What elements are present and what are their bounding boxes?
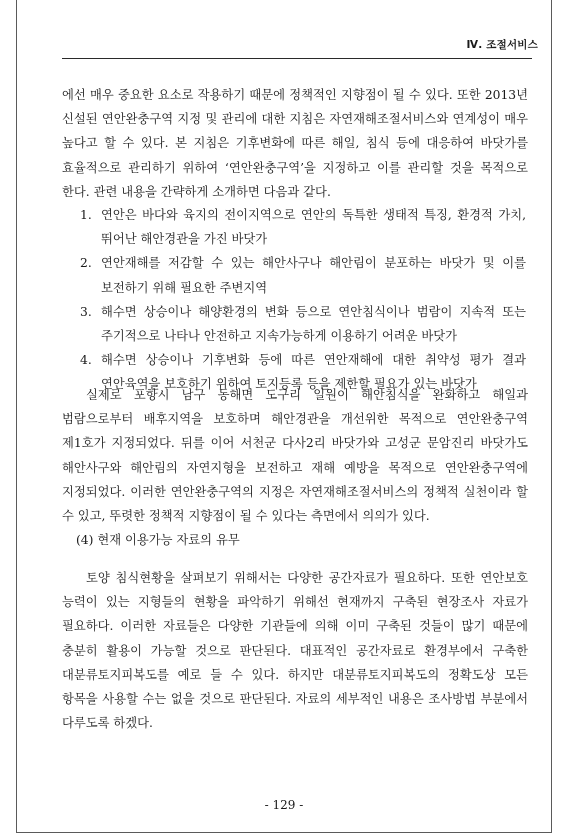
running-header: Ⅳ. 조절서비스: [466, 39, 538, 51]
list-item-number: 3.: [80, 304, 92, 319]
list-item-text: 해수면 상승이나 해양환경의 변화 등으로 연안침식이나 범람이 지속적 또는 주기적으로 나타나 안전하고 지속가능하게 이용하기 어려운 바닷가: [101, 304, 526, 344]
list-item-number: 2.: [80, 256, 92, 271]
designation-criteria-list: [80, 203, 526, 397]
header-rule: [62, 58, 532, 59]
section-subheading: (4) 현재 이용가능 자료의 유무: [76, 533, 240, 547]
list-item: [80, 251, 526, 299]
paragraph-intro: 에선 매우 중요한 요소로 작용하기 때문에 정책적인 지향점이 될 수 있다. 또한 2013년 신설된 연안완충구역 지정 및 관리에 대한 지침은 자연재해조절서비스와 연계성이 매우 높다고 할 수 있다. 본 지침은 기후변화에 따른 해일, 침식 등에 대응하여 바닷가를 효율적으로 관리하기 위하여 ‘연안완충구역’을 지정하고 이를 관리할 것을 목적으로 한다. 관련 내용을 간략하게 소개하면 다음과 같다.: [62, 88, 528, 199]
list-item-text: 연안재해를 저감할 수 있는 해안사구나 해안림이 분포하는 바닷가 및 이를 보전하기 위해 필요한 주변지역: [101, 256, 526, 295]
page-number: - 129 -: [264, 798, 304, 812]
list-item-text: 연안은 바다와 육지의 전이지역으로 연안의 독특한 생태적 특징, 환경적 가치, 뛰어난 해안경관을 가진 바닷가: [101, 208, 526, 247]
list-item-text: 해수면 상승이나 기후변화 등에 따른 연안재해에 대한 취약성 평가 결과 연안육역을 보호하기 위하여 토지등록 등을 제한할 필요가 있는 바닷가: [101, 353, 526, 392]
list-item-number: 1.: [80, 208, 92, 222]
list-item: [80, 300, 526, 348]
list-item-number: 4.: [80, 353, 92, 368]
list-item: [80, 203, 526, 251]
paragraph-examples: 실제로 포항시 남구 동해면 도구리 일원이 해안침식을 완화하고 해일과 범람으로부터 배후지역을 보호하며 해안경관을 개선위한 목적으로 연안완충구역 제1호가 지정되었다. 뒤를 이어 서천군 다사2리 바닷가와 고성군 문암진리 바닷가도 해안사구와 해안림의 자연지형을 보전하고 재해 예방을 목적으로 연안완충구역에 지정되었다. 이러한 연안완충구역의 지정은 자연재해조절서비스의 정책적 실천이라 할 수 있고, 뚜렷한 정책적 지향점이 될 수 있다는 측면에서 의의가 있다.: [62, 388, 528, 524]
paragraph-data-availability: 토양 침식현황을 살펴보기 위해서는 다양한 공간자료가 필요하다. 또한 연안보호 능력이 있는 지형들의 현황을 파악하기 위해선 현재까지 구축된 현장조사 자료가 필요하다. 이러한 자료들은 다양한 기관들에 의해 이미 구축된 것들이 많기 때문에 충분히 활용이 가능할 것으로 판단된다. 대표적인 공간자료로 환경부에서 구축한 대분류토지피복도를 예로 들 수 있다. 하지만 대분류토지피복도의 정확도상 모든 항목을 사용할 수는 없을 것으로 판단된다. 자료의 세부적인 내용은 조사방법 부분에서 다루도록 하겠다.: [62, 571, 528, 731]
